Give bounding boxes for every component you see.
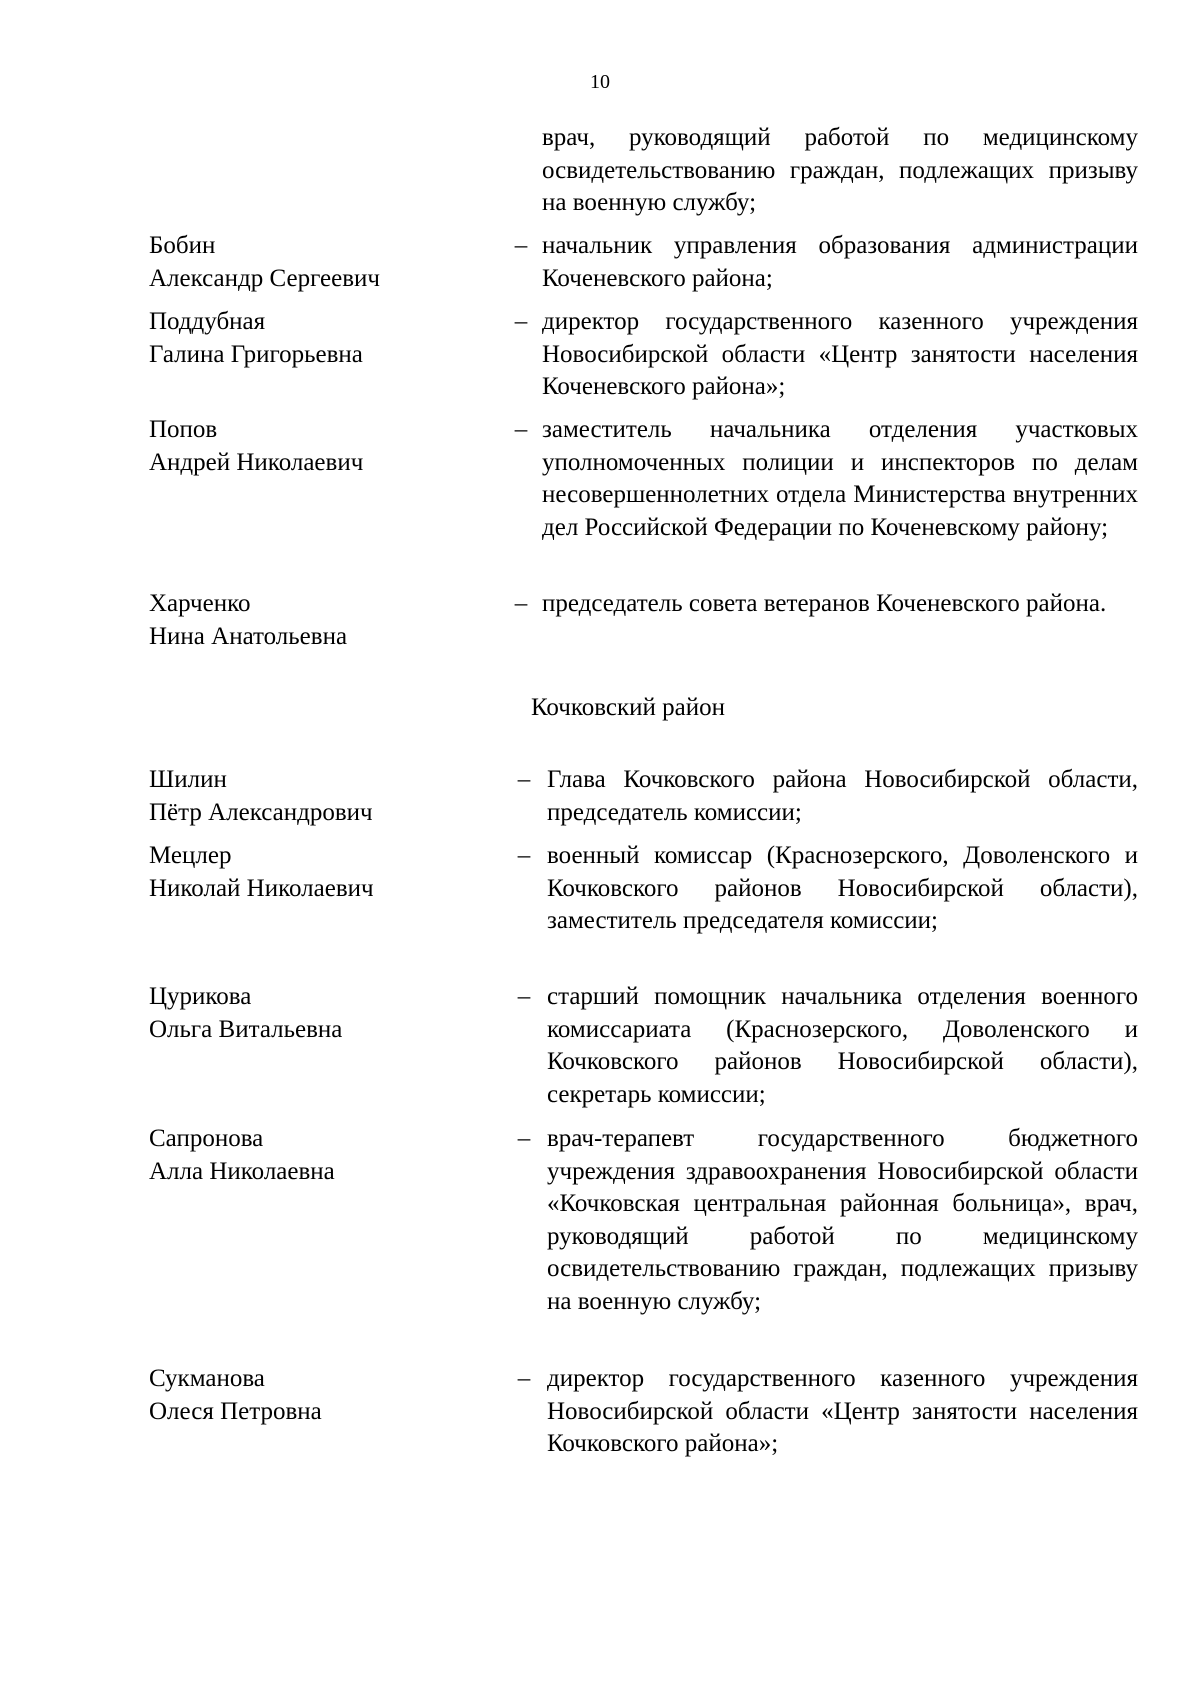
member-position: председатель совета ветеранов Коченевского района.: [542, 590, 1107, 617]
dash-separator: –: [517, 983, 531, 1010]
member-name: [149, 840, 489, 905]
dash-separator: –: [514, 416, 528, 443]
member-given-names: Алла Николаевна: [149, 1157, 335, 1185]
member-given-names: Николай Николаевич: [149, 874, 374, 902]
member-given-names: Олеся Петровна: [149, 1397, 322, 1425]
member-surname: Мецлер: [149, 842, 232, 869]
dash-separator: –: [514, 590, 528, 617]
dash-separator: –: [517, 842, 531, 869]
member-given-names: Пётр Александрович: [149, 798, 373, 826]
dash-separator: –: [517, 1365, 531, 1392]
member-position: заместитель начальника отделения участковых уполномоченных полиции и инспекторов по делам несовершеннолетних отдела Министерства внутренних дел Российской Федерации по Коченевскому району;: [542, 416, 1138, 541]
dash-separator: –: [514, 232, 528, 259]
member-position: старший помощник начальника отделения военного комиссариата (Краснозерского, Доволенского и Кочковского районов Новосибирской области), секретарь комиссии;: [547, 983, 1138, 1108]
member-surname: Бобин: [149, 232, 216, 259]
member-surname: Сукманова: [149, 1365, 265, 1392]
member-name: [149, 306, 489, 371]
member-given-names: Нина Анатольевна: [149, 622, 348, 650]
page-number: 10: [590, 71, 610, 93]
member-surname: Поддубная: [149, 308, 266, 335]
member-given-names: Ольга Витальевна: [149, 1015, 343, 1043]
member-name: [149, 230, 489, 295]
continuation-text: врач, руководящий работой по медицинскому освидетельствованию граждан, подлежащих призыву на военную службу;: [542, 124, 1138, 216]
member-position: директор государственного казенного учреждения Новосибирской области «Центр занятости населения Кочковского района»;: [547, 1365, 1138, 1457]
member-position: врач-терапевт государственного бюджетного учреждения здравоохранения Новосибирской области «Кочковская центральная районная больница», врач, руководящий работой по медицинскому освидетельствованию граждан, подлежащих призыву на военную службу;: [547, 1125, 1138, 1315]
member-surname: Харченко: [149, 590, 251, 617]
member-name: [149, 981, 489, 1046]
member-given-names: Александр Сергеевич: [149, 264, 380, 292]
dash-separator: –: [517, 1125, 531, 1152]
section-heading: Кочковский район: [531, 694, 725, 721]
member-name: [149, 1363, 489, 1428]
member-position: военный комиссар (Краснозерского, Доволенского и Кочковского районов Новосибирской области), заместитель председателя комиссии;: [547, 842, 1138, 934]
member-name: [149, 1123, 489, 1188]
member-given-names: Галина Григорьевна: [149, 340, 363, 368]
member-name: [149, 414, 489, 479]
member-surname: Цурикова: [149, 983, 252, 1010]
dash-separator: –: [514, 308, 528, 335]
member-name: [149, 764, 489, 829]
member-position: Глава Кочковского района Новосибирской области, председатель комиссии;: [547, 766, 1138, 826]
member-position: начальник управления образования администрации Коченевского района;: [542, 232, 1138, 292]
member-surname: Сапронова: [149, 1125, 264, 1152]
dash-separator: –: [517, 766, 531, 793]
member-surname: Шилин: [149, 766, 227, 793]
member-position: директор государственного казенного учреждения Новосибирской области «Центр занятости населения Коченевского района»;: [542, 308, 1138, 400]
member-name: [149, 588, 489, 653]
member-surname: Попов: [149, 416, 218, 443]
member-given-names: Андрей Николаевич: [149, 448, 364, 476]
